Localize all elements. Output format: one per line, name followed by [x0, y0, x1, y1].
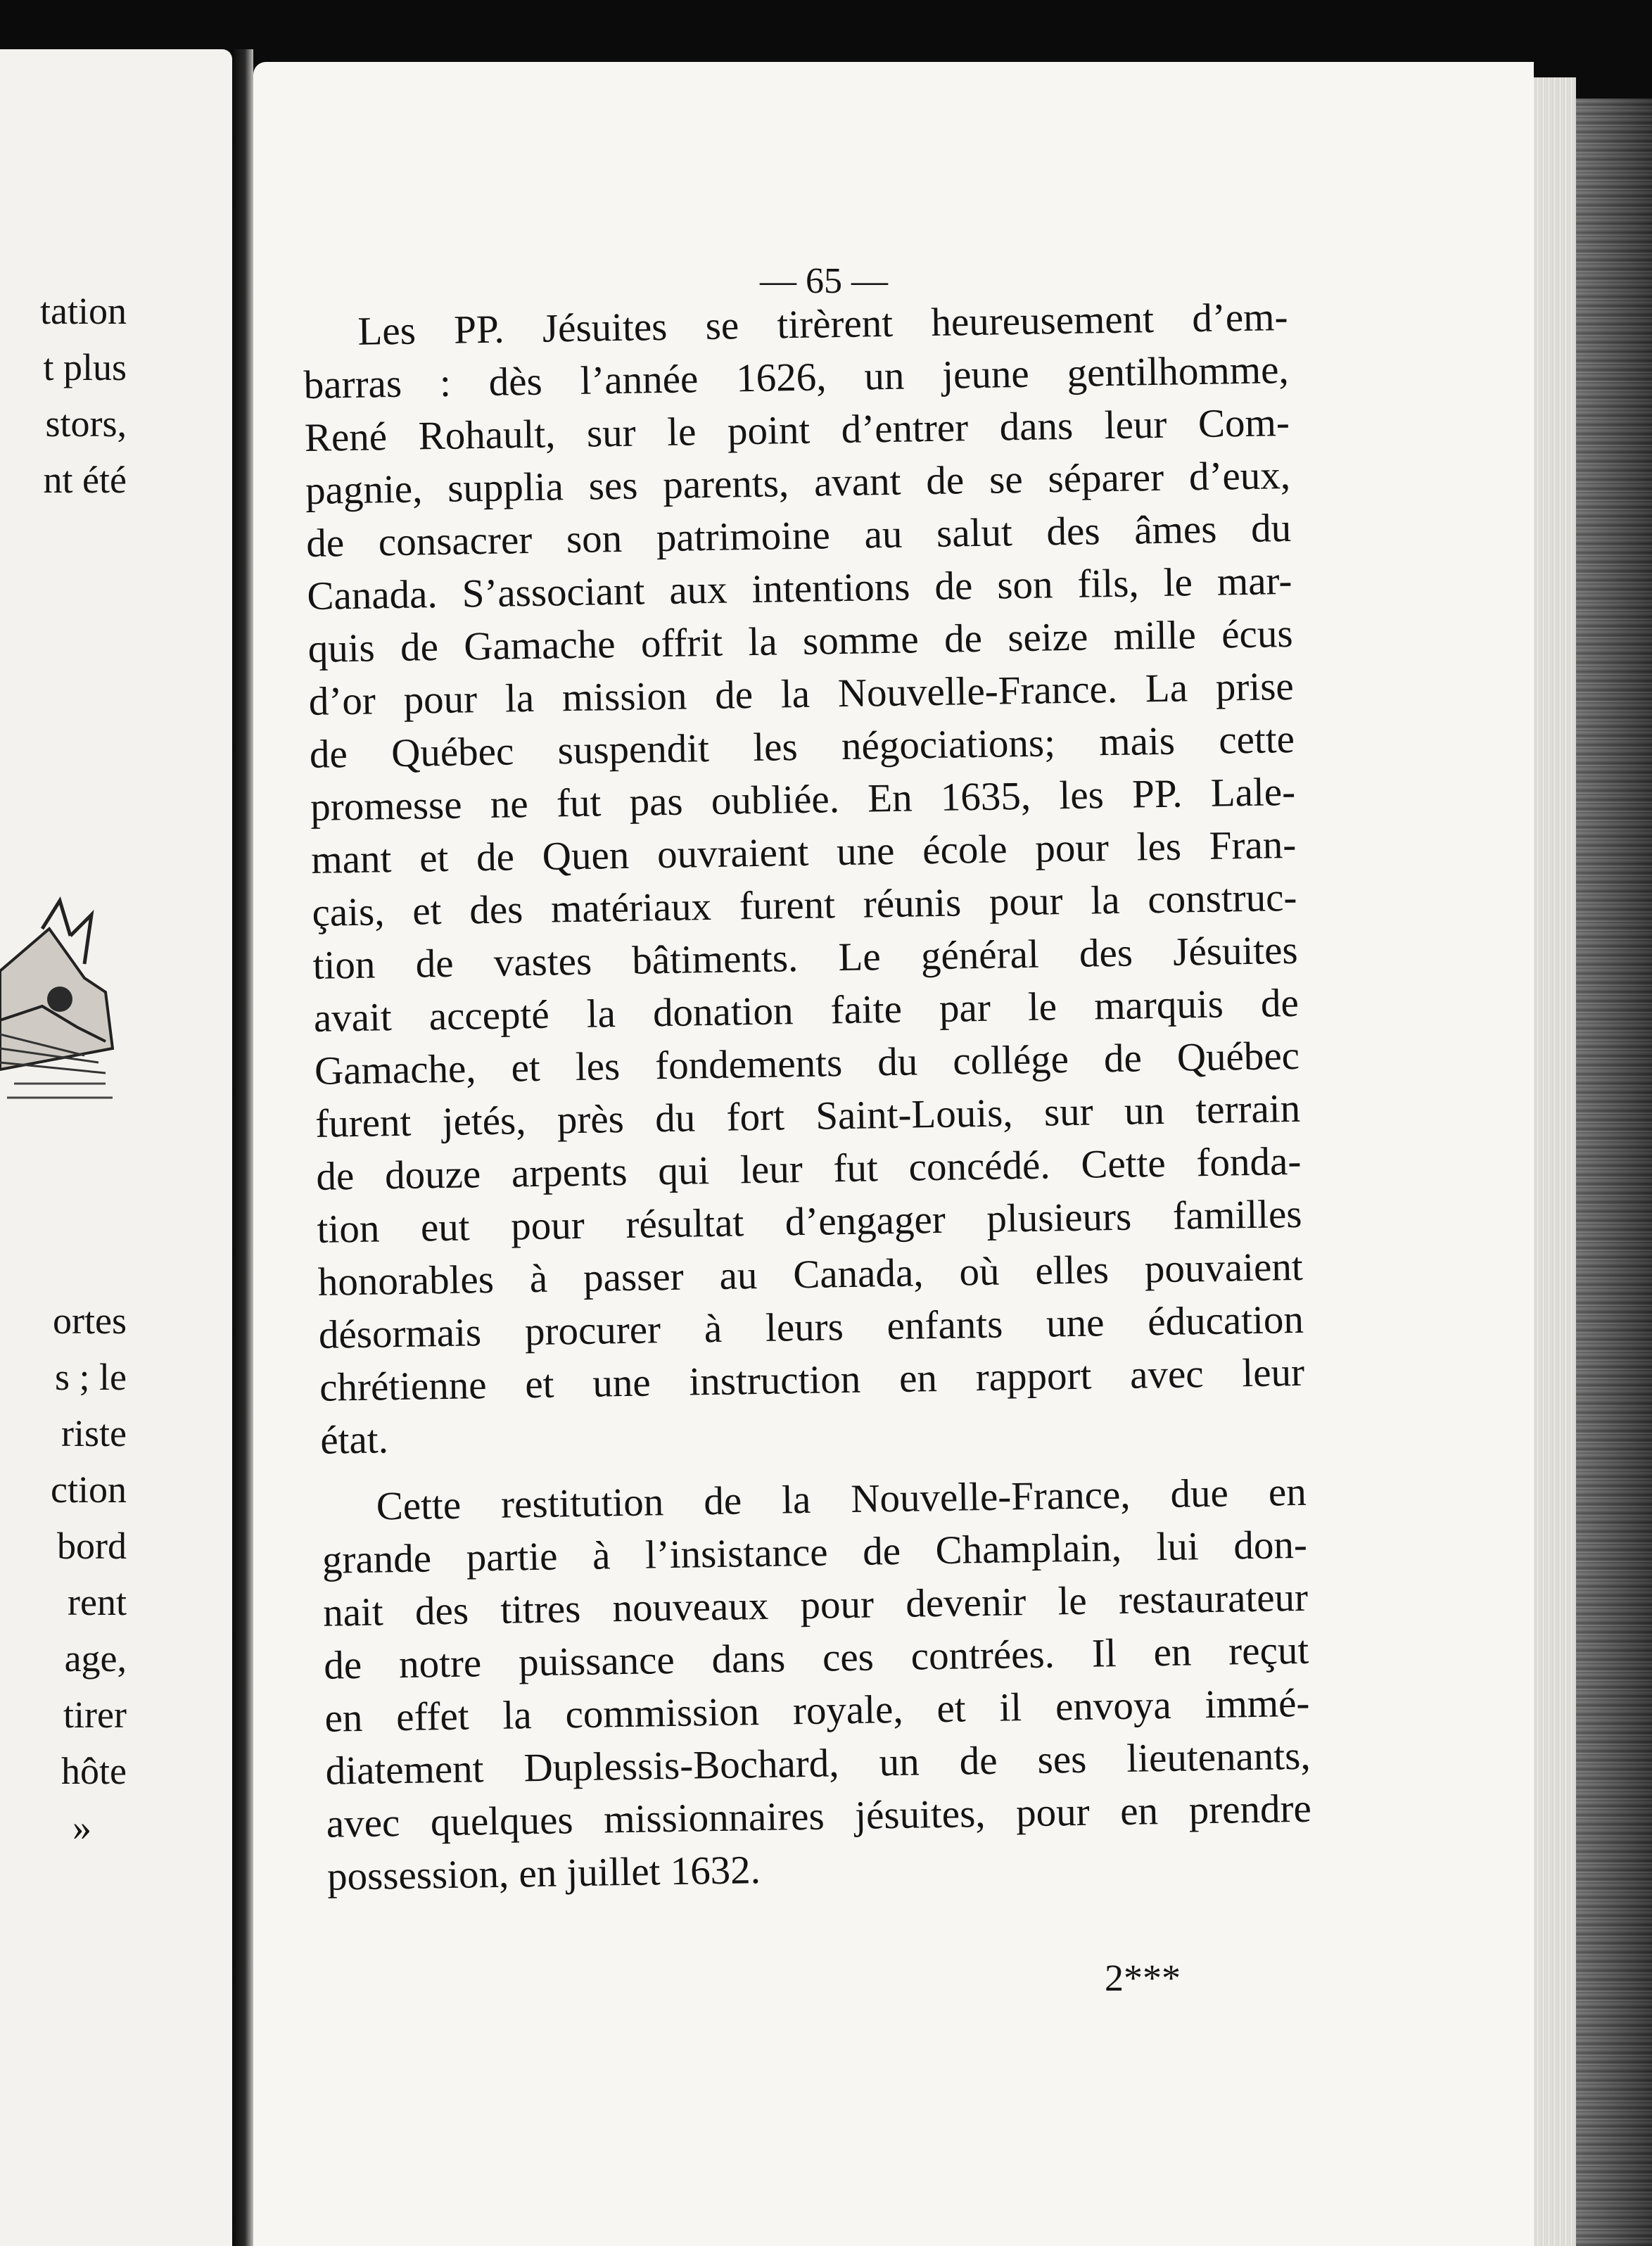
left-page-line: bord	[57, 1525, 127, 1567]
text-line: de notre puissance dans ces contrées. Il en reçut	[323, 1628, 1309, 1688]
text-line: de douze arpents qui leur fut concédé. Cette fonda-	[315, 1138, 1302, 1199]
text-line: grande partie à l’insistance de Champlain, lui don-	[322, 1522, 1308, 1582]
left-page	[0, 49, 232, 2246]
text-line: Cette restitution de la Nouvelle-France, due en	[376, 1469, 1307, 1529]
left-page-line: ction	[51, 1468, 127, 1511]
text-line: Gamache, et les fondements du collége de Québec	[314, 1033, 1300, 1093]
text-line: avec quelques missionnaires jésuites, pour en prendre	[326, 1786, 1312, 1846]
text-line: état.	[319, 1417, 389, 1463]
text-line: tion de vastes bâtiments. Le général des Jésuites	[312, 927, 1299, 988]
book-fore-edge-shade	[1576, 99, 1652, 2246]
text-line: barras : dès l’année 1626, un jeune gentilhomme,	[303, 347, 1290, 407]
text-line: Les PP. Jésuites se tirèrent heureusement d’em-	[357, 295, 1288, 354]
text-line: furent jetés, près du fort Saint-Louis, sur un terrain	[314, 1086, 1301, 1146]
left-page-line: »	[72, 1806, 91, 1848]
text-line: quis de Gamache offrit la somme de seize mille écus	[307, 611, 1293, 671]
left-page-line: s ; le	[55, 1356, 127, 1398]
text-line: d’or pour la mission de la Nouvelle-France. La prise	[308, 664, 1295, 724]
book-gutter	[232, 49, 253, 2246]
left-page-line: nt été	[43, 459, 127, 501]
text-line: promesse ne fut pas oubliée. En 1635, les PP. Lale-	[310, 769, 1296, 830]
left-page-line: tirer	[63, 1694, 127, 1736]
text-line: Canada. S’associant aux intentions de son fils, le mar-	[306, 558, 1292, 618]
text-line: mant et de Quen ouvraient une école pour les Fran-	[310, 822, 1297, 882]
text-line: de consacrer son patrimoine au salut des âmes du	[305, 505, 1292, 566]
left-page-line: t plus	[43, 346, 127, 388]
text-line: avait accepté la donation faite par le marquis de	[313, 980, 1300, 1041]
text-line: diatement Duplessis-Bochard, un de ses lieutenants,	[325, 1733, 1311, 1794]
left-page-line: tation	[40, 290, 127, 332]
engraving-illustration	[0, 887, 120, 1112]
paragraph-2	[321, 1466, 1312, 1903]
text-line: de Québec suspendit les négociations; mais cette	[309, 716, 1295, 777]
text-line: en effet la commission royale, et il envoya immé-	[324, 1680, 1310, 1741]
left-page-line: age,	[64, 1637, 127, 1680]
signature-mark: 2***	[1105, 1957, 1181, 1999]
left-page-line: hôte	[61, 1750, 127, 1792]
text-line: tion eut pour résultat d’engager plusieurs familles	[317, 1191, 1302, 1252]
paragraph-1	[303, 291, 1306, 1467]
text-line: nait des titres nouveaux pour devenir le restaurateur	[322, 1575, 1309, 1635]
text-line: désormais procurer à leurs enfants une éducation	[318, 1297, 1304, 1357]
page-edges	[1534, 77, 1576, 2246]
page-number: — 65 —	[760, 261, 888, 301]
text-line: possession, en juillet 1632.	[326, 1848, 761, 1899]
text-line: René Rohault, sur le point d’entrer dans leur Com-	[304, 400, 1290, 460]
left-page-line: rent	[68, 1581, 127, 1623]
body-text	[303, 291, 1312, 1903]
left-page-line: stors,	[45, 402, 127, 445]
text-line: chrétienne et une instruction en rapport avec leur	[319, 1350, 1305, 1410]
left-page-line: ortes	[53, 1300, 127, 1342]
text-line: pagnie, supplia ses parents, avant de se séparer d’eux,	[305, 452, 1291, 513]
text-line: çais, et des matériaux furent réunis pour la construc-	[312, 875, 1297, 935]
left-page-line: riste	[61, 1412, 127, 1454]
text-line: honorables à passer au Canada, où elles pouvaient	[317, 1244, 1304, 1305]
